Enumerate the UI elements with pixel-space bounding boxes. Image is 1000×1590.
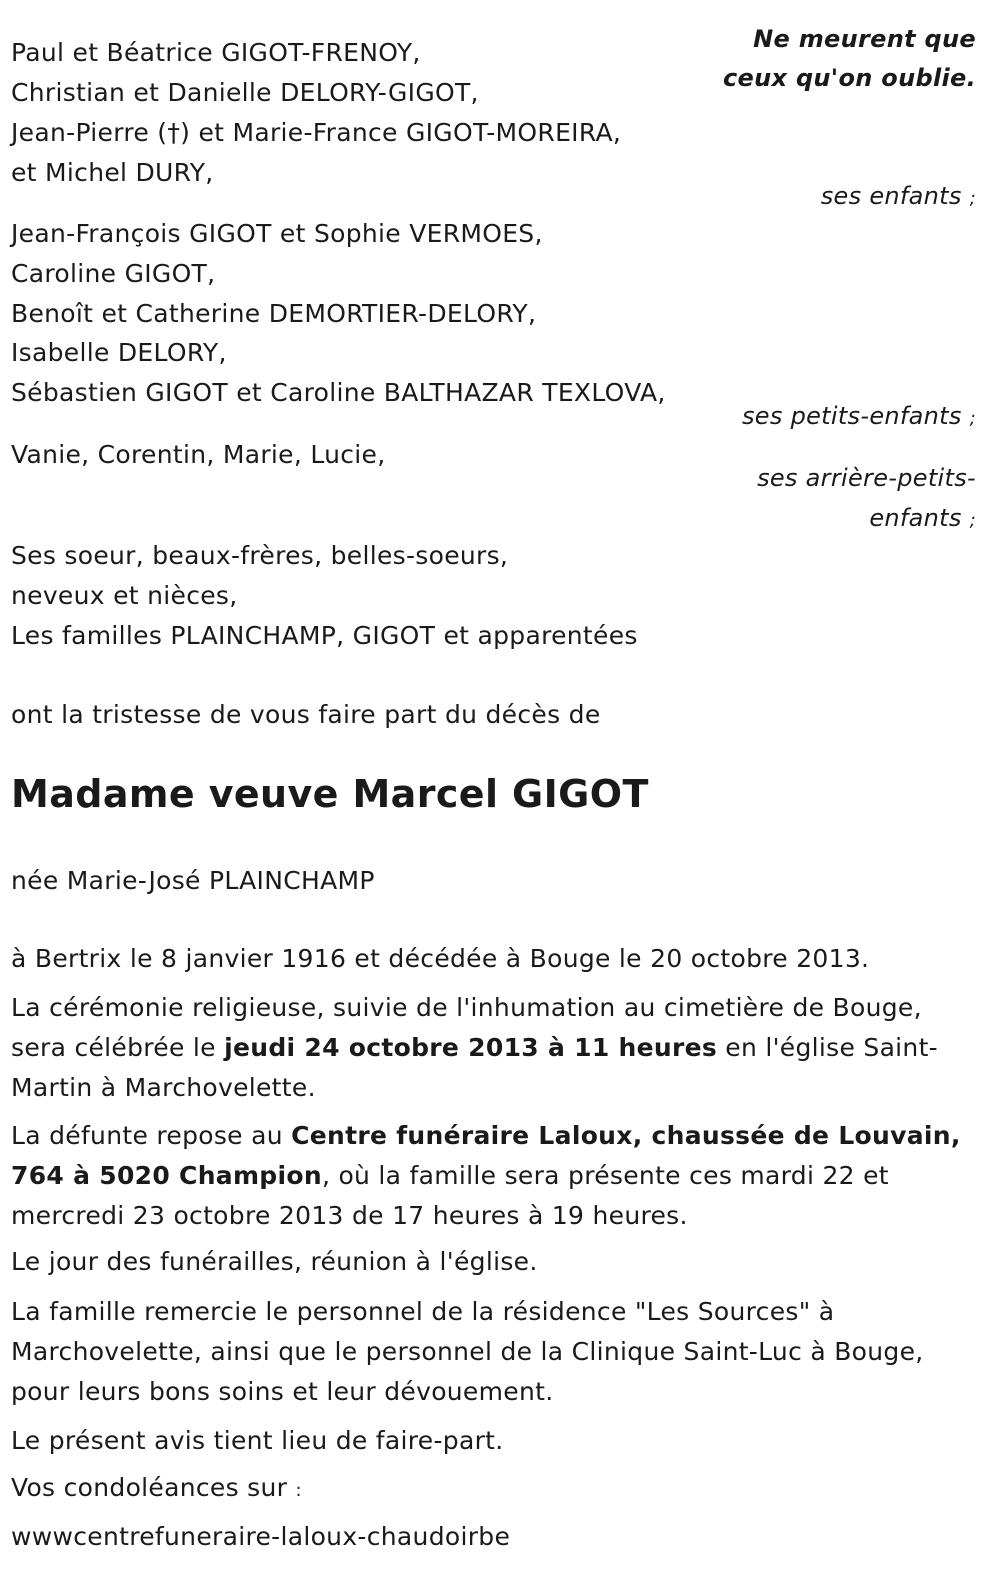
children-name-3: Jean-Pierre (†) et Marie-France GIGOT-MOREIRA, bbox=[11, 118, 622, 147]
grandchildren-role bbox=[742, 401, 976, 434]
motto-line-1: Ne meurent que bbox=[753, 25, 976, 53]
children-role-punct: ; bbox=[969, 188, 976, 209]
children-name-2: Christian et Danielle DELORY-GIGOT, bbox=[11, 78, 479, 107]
children-name-1: Paul et Béatrice GIGOT-FRENOY, bbox=[11, 38, 421, 67]
great-grandchildren-role-text: enfants bbox=[869, 504, 962, 532]
ceremony-text-post: en l'église Saint-Martin à Marchovelette. bbox=[11, 1033, 938, 1102]
notice-text: Le présent avis tient lieu de faire-part. bbox=[11, 1426, 504, 1455]
motto-line-2: ceux qu'on oublie. bbox=[723, 64, 976, 92]
deceased-name: Madame veuve Marcel GIGOT bbox=[11, 772, 649, 816]
condolences-label bbox=[11, 1473, 302, 1506]
grandchildren-role-text: ses petits-enfants bbox=[741, 402, 962, 430]
thanks-paragraph: La famille remercie le personnel de la résidence "Les Sources" à Marchovelette, ainsi que le personnel de la Clinique Saint-Luc à Bouge, pour leurs bons soins et leur dévouement. bbox=[11, 1297, 924, 1406]
ceremony-paragraph bbox=[11, 988, 971, 1108]
children-role-text: ses enfants bbox=[820, 182, 962, 210]
family-line-2: neveux et nièces, bbox=[11, 581, 238, 610]
birth-name: née Marie-José PLAINCHAMP bbox=[11, 866, 375, 895]
grandchildren-name-4: Isabelle DELORY, bbox=[11, 338, 227, 367]
viewing-paragraph bbox=[11, 1116, 971, 1236]
grandchildren-name-3: Benoît et Catherine DEMORTIER-DELORY, bbox=[11, 299, 537, 328]
children-role bbox=[821, 181, 976, 214]
great-grandchildren-role-punct: ; bbox=[969, 510, 976, 531]
ceremony-datetime: jeudi 24 octobre 2013 à 11 heures bbox=[224, 1033, 718, 1062]
condolences-label-punct: : bbox=[295, 1480, 302, 1501]
condolences-label-text: Vos condoléances sur bbox=[11, 1473, 288, 1502]
grandchildren-name-1: Jean-François GIGOT et Sophie VERMOES, bbox=[11, 219, 543, 248]
announcement-text: ont la tristesse de vous faire part du décès de bbox=[11, 700, 601, 729]
children-name-4: et Michel DURY, bbox=[11, 158, 214, 187]
viewing-text-pre: La défunte repose au bbox=[11, 1121, 292, 1150]
family-line-1: Ses soeur, beaux-frères, belles-soeurs, bbox=[11, 541, 509, 570]
grandchildren-role-punct: ; bbox=[969, 408, 976, 429]
ceremony-text-pre: La cérémonie religieuse, suivie de l'inhumation au cimetière de Bouge, sera célébrée le bbox=[11, 993, 922, 1062]
grandchildren-name-5: Sébastien GIGOT et Caroline BALTHAZAR TEXLOVA, bbox=[11, 378, 666, 407]
family-line-3: Les familles PLAINCHAMP, GIGOT et apparentées bbox=[11, 621, 638, 650]
great-grandchildren-role-line-1: ses arrière-petits- bbox=[757, 464, 976, 492]
viewing-location: Centre funéraire Laloux, chaussée de Louvain, 764 à 5020 Champion bbox=[11, 1121, 961, 1190]
life-dates: à Bertrix le 8 janvier 1916 et décédée à Bouge le 20 octobre 2013. bbox=[11, 944, 870, 973]
condolences-url[interactable]: wwwcentrefuneraire-laloux-chaudoirbe bbox=[11, 1522, 511, 1551]
great-grandchildren-names: Vanie, Corentin, Marie, Lucie, bbox=[11, 440, 386, 469]
viewing-text-post: , où la famille sera présente ces mardi 22 et mercredi 23 octobre 2013 de 17 heures à 19 heures. bbox=[11, 1161, 889, 1230]
grandchildren-name-2: Caroline GIGOT, bbox=[11, 259, 216, 288]
meeting-text: Le jour des funérailles, réunion à l'église. bbox=[11, 1247, 538, 1276]
great-grandchildren-role-line-2 bbox=[869, 503, 976, 536]
